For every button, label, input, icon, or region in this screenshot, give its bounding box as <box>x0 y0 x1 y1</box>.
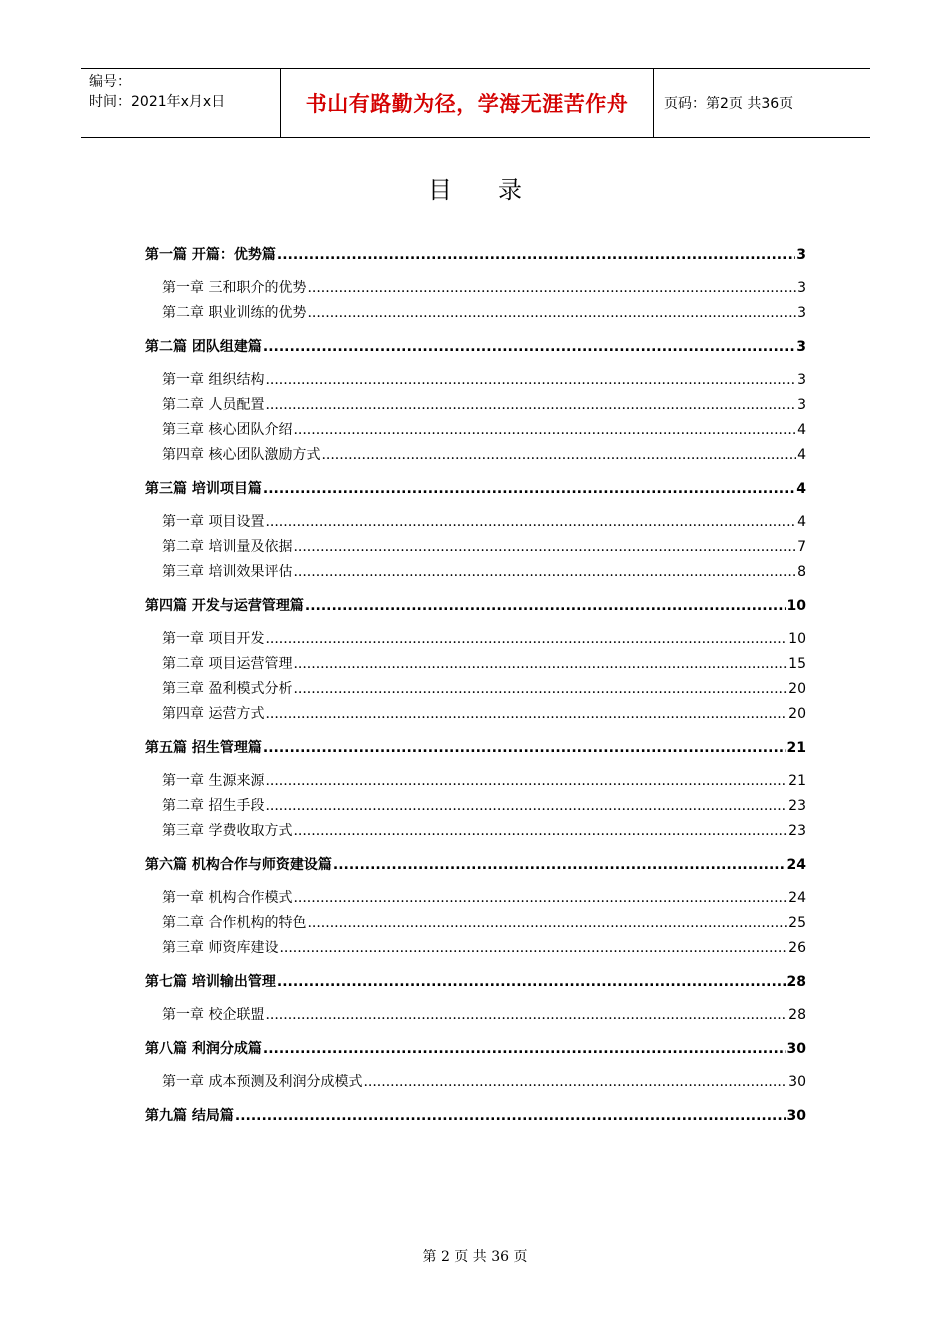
toc-dot-leader <box>293 677 787 702</box>
toc-chapter-entry[interactable] <box>145 443 806 468</box>
toc-dot-leader <box>307 911 787 936</box>
toc-entry-page: 3 <box>797 372 806 388</box>
toc-dot-leader <box>293 819 787 844</box>
toc-dot-leader <box>235 1103 786 1129</box>
toc-entry-page: 30 <box>786 1108 806 1124</box>
toc-chapter-entry[interactable] <box>145 794 806 819</box>
toc-dot-leader <box>263 476 795 502</box>
toc-dot-leader <box>277 242 795 268</box>
toc-entry-label: 第二章 人员配置 <box>162 397 265 413</box>
toc-chapter-entry[interactable] <box>145 936 806 961</box>
toc-entry-page: 4 <box>797 422 806 438</box>
toc-chapter-entry[interactable] <box>145 1070 806 1095</box>
toc-entry-page: 10 <box>786 598 806 614</box>
toc-entry-page: 4 <box>796 481 806 497</box>
toc-entry-page: 30 <box>788 1074 806 1090</box>
toc-entry-label: 第二章 项目运营管理 <box>162 656 293 672</box>
toc-chapter-entry[interactable] <box>145 886 806 911</box>
toc-entry-label: 第四章 运营方式 <box>162 706 265 722</box>
toc-dot-leader <box>263 735 786 761</box>
toc-entry-label: 第四章 核心团队激励方式 <box>162 447 321 463</box>
toc-entry-label: 第三章 盈利模式分析 <box>162 681 293 697</box>
toc-entry-label: 第五篇 招生管理篇 <box>145 740 262 756</box>
toc-dot-leader <box>333 852 786 878</box>
toc-entry-label: 第一章 校企联盟 <box>162 1007 265 1023</box>
toc-dot-leader <box>363 1070 787 1095</box>
toc-entry-label: 第一章 项目设置 <box>162 514 265 530</box>
toc-entry-page: 23 <box>788 798 806 814</box>
toc-entry-page: 4 <box>797 514 806 530</box>
header-motto-cell <box>281 69 654 137</box>
toc-entry-label: 第三篇 培训项目篇 <box>145 481 262 497</box>
toc-entry-page: 23 <box>788 823 806 839</box>
toc-dot-leader <box>265 1003 787 1028</box>
toc-entry-page: 24 <box>786 857 806 873</box>
toc-entry-page: 24 <box>788 890 806 906</box>
toc-chapter-entry[interactable] <box>145 276 806 301</box>
toc-chapter-entry[interactable] <box>145 510 806 535</box>
toc-dot-leader <box>265 393 796 418</box>
toc-chapter-entry[interactable] <box>145 819 806 844</box>
toc-part-entry[interactable] <box>145 593 806 619</box>
toc-entry-page: 21 <box>788 773 806 789</box>
toc-entry-page: 26 <box>788 940 806 956</box>
toc-dot-leader <box>307 276 796 301</box>
toc-entry-label: 第二章 合作机构的特色 <box>162 915 307 931</box>
toc-part-entry[interactable] <box>145 735 806 761</box>
toc-part-entry[interactable] <box>145 334 806 360</box>
toc-dot-leader <box>321 443 796 468</box>
toc-dot-leader <box>263 334 795 360</box>
toc-entry-page: 3 <box>796 247 806 263</box>
toc-entry-page: 8 <box>797 564 806 580</box>
header-time: 时间：2021年x月x日 <box>89 94 226 110</box>
toc-chapter-entry[interactable] <box>145 1003 806 1028</box>
toc-entry-label: 第一章 三和职介的优势 <box>162 280 307 296</box>
toc-chapter-entry[interactable] <box>145 911 806 936</box>
toc-chapter-entry[interactable] <box>145 702 806 727</box>
toc-entry-label: 第一章 组织结构 <box>162 372 265 388</box>
toc-entry-label: 第一章 机构合作模式 <box>162 890 293 906</box>
header-motto: 书山有路勤为径，学海无涯苦作舟 <box>305 91 629 116</box>
toc-chapter-entry[interactable] <box>145 418 806 443</box>
toc-entry-page: 30 <box>786 1041 806 1057</box>
toc-dot-leader <box>277 969 786 995</box>
toc-entry-label: 第二篇 团队组建篇 <box>145 339 262 355</box>
toc-entry-label: 第一章 项目开发 <box>162 631 265 647</box>
toc-entry-page: 28 <box>786 974 806 990</box>
toc-dot-leader <box>265 794 787 819</box>
toc-dot-leader <box>305 593 786 619</box>
toc-entry-page: 20 <box>788 706 806 722</box>
toc-entry-label: 第三章 核心团队介绍 <box>162 422 293 438</box>
toc-entry-label: 第三章 师资库建设 <box>162 940 279 956</box>
toc-part-entry[interactable] <box>145 242 806 268</box>
toc-dot-leader <box>307 301 796 326</box>
toc-entry-label: 第七篇 培训输出管理 <box>145 974 276 990</box>
toc-dot-leader <box>265 368 796 393</box>
toc-dot-leader <box>279 936 787 961</box>
toc-chapter-entry[interactable] <box>145 535 806 560</box>
toc-entry-page: 20 <box>788 681 806 697</box>
toc-entry-label: 第三章 学费收取方式 <box>162 823 293 839</box>
toc-entry-label: 第二章 培训量及依据 <box>162 539 293 555</box>
toc-part-entry[interactable] <box>145 852 806 878</box>
toc-entry-label: 第三章 培训效果评估 <box>162 564 293 580</box>
toc-entry-label: 第四篇 开发与运营管理篇 <box>145 598 304 614</box>
toc-entry-label: 第一章 成本预测及利润分成模式 <box>162 1074 363 1090</box>
toc-dot-leader <box>265 510 796 535</box>
document-header <box>81 68 870 138</box>
toc-chapter-entry[interactable] <box>145 560 806 585</box>
toc-dot-leader <box>293 886 787 911</box>
toc-dot-leader <box>265 769 787 794</box>
toc-chapter-entry[interactable] <box>145 368 806 393</box>
toc-part-entry[interactable] <box>145 1103 806 1129</box>
toc-dot-leader <box>293 535 796 560</box>
toc-dot-leader <box>293 652 787 677</box>
toc-entry-page: 3 <box>797 280 806 296</box>
toc-entry-label: 第一篇 开篇：优势篇 <box>145 247 276 263</box>
toc-entry-page: 21 <box>786 740 806 756</box>
header-meta <box>81 69 281 137</box>
toc-entry-label: 第八篇 利润分成篇 <box>145 1041 262 1057</box>
toc-chapter-entry[interactable] <box>145 393 806 418</box>
toc-entry-page: 15 <box>788 656 806 672</box>
table-of-contents <box>145 242 806 1129</box>
toc-entry-label: 第九篇 结局篇 <box>145 1108 234 1124</box>
toc-dot-leader <box>265 702 787 727</box>
toc-entry-label: 第六篇 机构合作与师资建设篇 <box>145 857 332 873</box>
toc-dot-leader <box>263 1036 786 1062</box>
toc-chapter-entry[interactable] <box>145 769 806 794</box>
header-page-info: 页码：第2页 共36页 <box>664 96 794 112</box>
toc-entry-page: 7 <box>797 539 806 555</box>
toc-entry-page: 28 <box>788 1007 806 1023</box>
toc-entry-page: 3 <box>797 397 806 413</box>
toc-entry-page: 3 <box>797 305 806 321</box>
toc-dot-leader <box>265 627 787 652</box>
toc-dot-leader <box>293 418 796 443</box>
header-number: 编号： <box>89 74 131 90</box>
toc-entry-label: 第二章 招生手段 <box>162 798 265 814</box>
toc-part-entry[interactable] <box>145 476 806 502</box>
toc-entry-label: 第二章 职业训练的优势 <box>162 305 307 321</box>
toc-dot-leader <box>293 560 796 585</box>
toc-entry-page: 4 <box>797 447 806 463</box>
toc-entry-page: 10 <box>788 631 806 647</box>
toc-part-entry[interactable] <box>145 1036 806 1062</box>
toc-part-entry[interactable] <box>145 969 806 995</box>
toc-chapter-entry[interactable] <box>145 301 806 326</box>
page-footer: 第 2 页 共 36 页 <box>422 1249 528 1265</box>
page-title: 目录 <box>428 176 568 204</box>
toc-chapter-entry[interactable] <box>145 627 806 652</box>
toc-entry-label: 第一章 生源来源 <box>162 773 265 789</box>
toc-chapter-entry[interactable] <box>145 652 806 677</box>
toc-entry-page: 25 <box>788 915 806 931</box>
toc-entry-page: 3 <box>796 339 806 355</box>
toc-chapter-entry[interactable] <box>145 677 806 702</box>
